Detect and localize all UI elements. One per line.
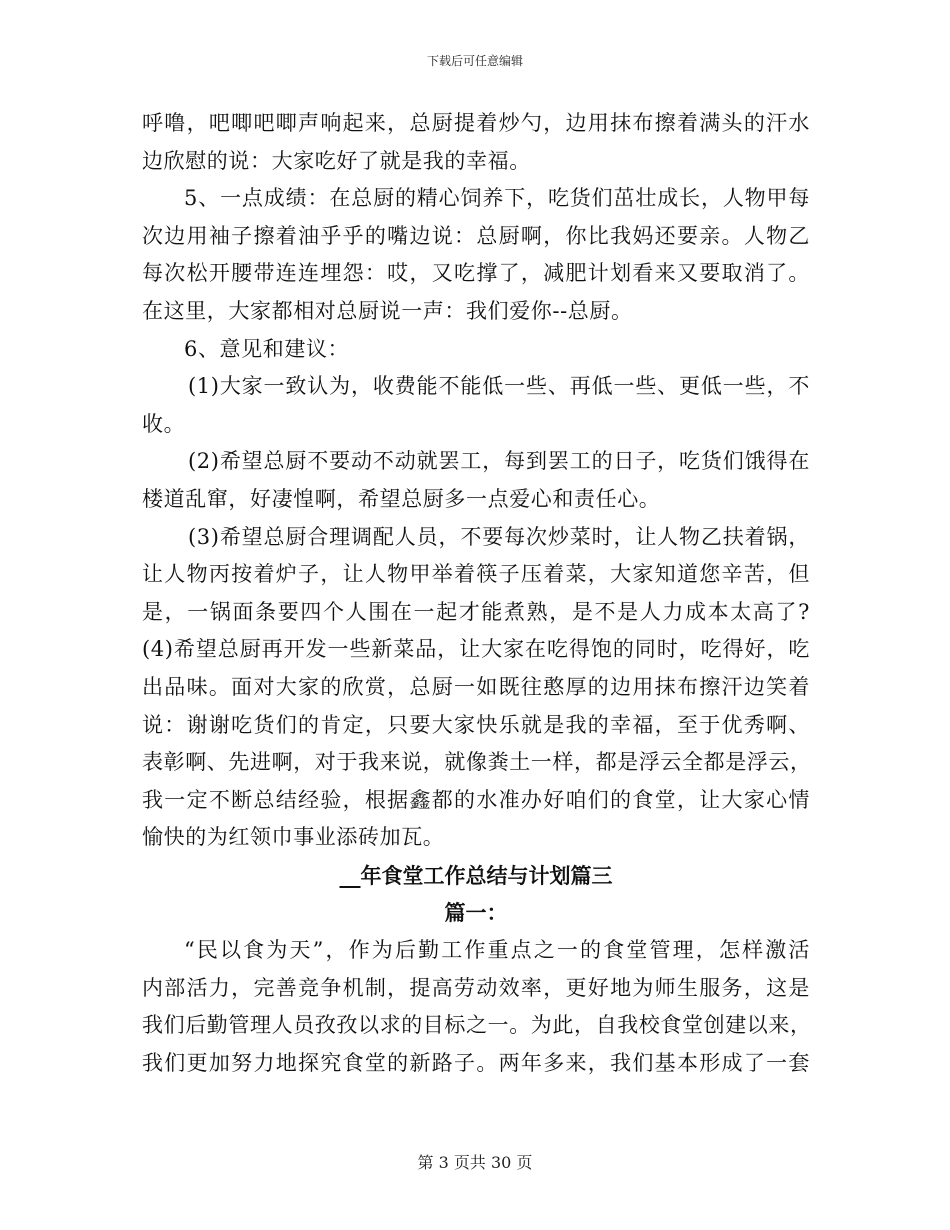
text-line: (3)希望总厨合理调配人员，不要每次炒菜时，让人物乙扶着锅， bbox=[188, 524, 810, 549]
text-line: 我们更加努力地探究食堂的新路子。两年多来，我们基本形成了一套 bbox=[142, 1050, 810, 1075]
text-line: 楼道乱窜，好凄惶啊，希望总厨多一点爱心和责任心。 bbox=[142, 486, 661, 511]
text-line: 让人物丙按着炉子，让人物甲举着筷子压着菜，大家知道您辛苦，但 bbox=[142, 562, 810, 587]
text-line: 在这里，大家都相对总厨说一声：我们爱你--总厨。 bbox=[142, 298, 633, 323]
text-line: 内部活力，完善竞争机制，提高劳动效率，更好地为师生服务，这是 bbox=[142, 975, 810, 1000]
text-line: 表彰啊、先进啊，对于我来说，就像粪土一样，都是浮云全都是浮云， bbox=[142, 750, 812, 775]
text-line: (2)希望总厨不要动不动就罢工，每到罢工的日子，吃货们饿得在 bbox=[188, 449, 810, 474]
text-line: 说：谢谢吃货们的肯定，只要大家快乐就是我的幸福，至于优秀啊、 bbox=[142, 712, 810, 737]
text-line: 是，一锅面条要四个人围在一起才能煮熟，是不是人力成本太高了? bbox=[142, 599, 810, 624]
text-line: 愉快的为红领巾事业添砖加瓦。 bbox=[142, 825, 445, 850]
text-line: (1)大家一致认为，收费能不能低一些、再低一些、更低一些，不 bbox=[188, 374, 810, 399]
document-body bbox=[142, 105, 810, 1082]
section-title: __年食堂工作总结与计划篇三 bbox=[339, 862, 613, 888]
text-line: 我们后勤管理人员孜孜以求的目标之一。为此，自我校食堂创建以来， bbox=[142, 1013, 812, 1038]
text-line: 我一定不断总结经验，根据鑫都的水准办好咱们的食堂，让大家心情 bbox=[142, 787, 810, 812]
text-line: 收。 bbox=[142, 411, 186, 436]
text-line: 出品味。面对大家的欣赏，总厨一如既往憨厚的边用抹布擦汗边笑着 bbox=[142, 674, 810, 699]
page-number: 第 3 页共 30 页 bbox=[417, 1153, 533, 1172]
text-line: 边欣慰的说：大家吃好了就是我的幸福。 bbox=[142, 148, 531, 173]
section-subtitle: 篇一： bbox=[444, 900, 508, 926]
page-header-note: 下载后可任意编辑 bbox=[426, 54, 523, 68]
text-line: 6、意见和建议： bbox=[184, 336, 350, 361]
text-line: “民以食为天”，作为后勤工作重点之一的食堂管理，怎样激活 bbox=[184, 938, 810, 963]
text-line: 每次松开腰带连连埋怨：哎，又吃撑了，减肥计划看来又要取消了。 bbox=[142, 261, 810, 286]
text-line: 次边用袖子擦着油乎乎的嘴边说：总厨啊，你比我妈还要亲。人物乙 bbox=[142, 223, 810, 248]
text-line: 呼噜，吧唧吧唧声响起来，总厨提着炒勺，边用抹布擦着满头的汗水 bbox=[142, 111, 810, 135]
text-line: 5、一点成绩：在总厨的精心饲养下，吃货们茁壮成长，人物甲每 bbox=[184, 186, 810, 211]
text-line: (4)希望总厨再开发一些新菜品，让大家在吃得饱的同时，吃得好，吃 bbox=[142, 637, 810, 662]
